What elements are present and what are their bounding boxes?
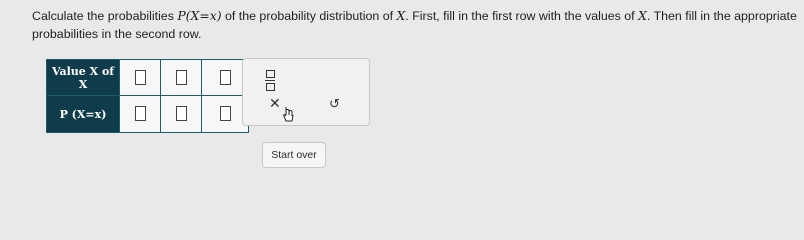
question-text: Calculate the probabilities P(X=x) of the probability distribution of X. First, fill in the first row with the values of X. Then fill in the appropriate probabilities in the second row. [32, 8, 797, 41]
probability-input-2[interactable] [161, 96, 202, 133]
probability-table [46, 59, 249, 133]
input-box[interactable] [176, 70, 187, 85]
table-row-values [47, 60, 249, 96]
clear-button[interactable]: ✕ [269, 95, 281, 111]
row-header-probabilities: P (X=x) [47, 96, 120, 133]
undo-button[interactable]: ↺ [329, 96, 340, 111]
fraction-button[interactable] [263, 67, 277, 93]
hand-cursor-icon [281, 106, 295, 124]
input-box[interactable] [135, 70, 146, 85]
math-palette [242, 58, 370, 126]
math-expression: P(X=x) [177, 8, 222, 23]
row-header-values: Value X of X [47, 60, 120, 96]
start-over-button[interactable]: Start over [262, 142, 326, 168]
fraction-icon [263, 70, 277, 91]
table-row-probabilities [47, 96, 249, 133]
value-input-2[interactable] [161, 60, 202, 96]
input-box[interactable] [220, 70, 231, 85]
value-input-1[interactable] [120, 60, 161, 96]
input-box[interactable] [135, 106, 146, 121]
probability-input-1[interactable] [120, 96, 161, 133]
input-box[interactable] [176, 106, 187, 121]
input-box[interactable] [220, 106, 231, 121]
